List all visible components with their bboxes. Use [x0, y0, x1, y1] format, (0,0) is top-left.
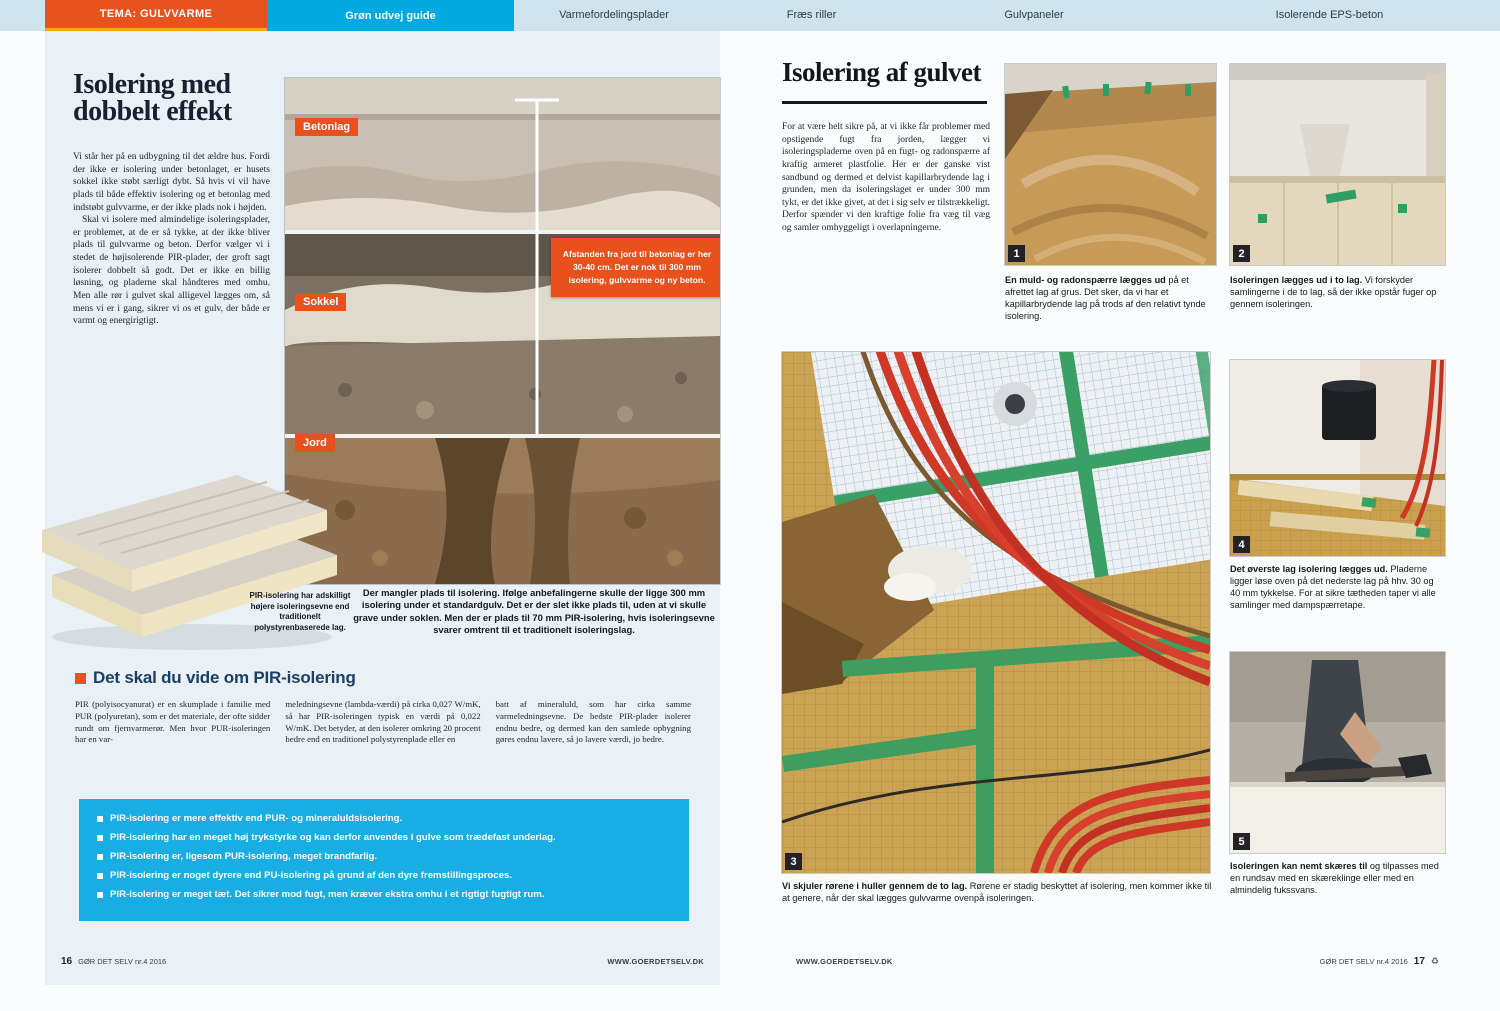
bullet-square-icon — [97, 873, 103, 879]
excavation-photo-art — [285, 78, 720, 584]
info-bullet-text: PIR-isolering er mere effektiv end PUR- og mineraluldsisolering. — [110, 813, 403, 824]
site-url[interactable]: WWW.GOERDETSELV.DK — [607, 956, 704, 966]
step1-art — [1005, 64, 1216, 265]
left-intro-p2: Skal vi isolere med almindelige isoleringsplader, er problemet, at de er så tykke, at der ikke bliver plads til gulvvarme og beton. Derfor vælger vi i stedet de højisolerende PIR-plader, der groft sagt isolerer dobbelt så godt. Det er ikke en billig løsning, og pladerne skal håndteres med omhu. Men alle rør i gulvet skal alligevel lægges om, så mens vi er i gang, sikrer vi os et gulv, der både er varmt og energirigtigt. — [73, 215, 270, 327]
label-jord: Jord — [295, 434, 335, 452]
step2-art — [1230, 64, 1445, 265]
right-intro-text: For at være helt sikre på, at vi ikke får problemer med opstigende fugt fra jorden, lægger vi isoleringspladerne oven på en fugt- og radonspærre af kraftig armeret plastfolie. Her er der ganske vist sandbund og dermed et delvist kapillarbrydende lag i grunden, men da isoleringslaget er under 300 mm tykt, er det ikke givet, at det i sig selv er tilstrækkeligt. Derfor spænder vi den kraftige folie fra væg til væg og samler omhyggeligt i overlapningerne. — [782, 122, 990, 233]
main-photo-caption-text: Ifølge anbefalingerne skulle der ligge 300 mm isolering under et standardgulv. Det er der slet ikke plads til, uden at vi skulle grave under soklen. Men der er plads til 70 mm PIR-isolering, hvis isoleringsevne svarer omtrent til et traditionelt isoleringslag. — [353, 587, 715, 636]
step5-caption-lead: Isoleringen kan nemt skæres til — [1230, 861, 1368, 871]
step1-photo — [1005, 64, 1216, 265]
step-number-badge: 1 — [1008, 245, 1025, 262]
tab-gulvpaneler[interactable]: Gulvpaneler — [1004, 9, 1064, 21]
step3-art — [782, 352, 1210, 873]
info-bullet-text: PIR-isolering er meget tæt. Det sikrer mod fugt, men kræver ekstra omhu i et rigtigt fugtigt rum. — [110, 888, 545, 900]
right-page-footer — [796, 952, 1439, 970]
info-bullet — [97, 813, 671, 825]
left-intro-p1: Vi står her på en udbygning til det ældre hus. Fordi der ikke er isolering under betonlaget, er husets sokkel ikke støbt særligt dybt. Så hvis vi vil have plads til både effektiv isolering og et betonlag med indstøbt gulvvarme, er der ikke plads nok i højden. — [73, 152, 270, 213]
right-page — [780, 31, 1455, 985]
site-url[interactable]: WWW.GOERDETSELV.DK — [796, 956, 893, 966]
step3-caption-lead: Vi skjuler rørene i huller gennem de to lag. — [782, 881, 968, 891]
pir-info-box — [79, 799, 689, 921]
main-photo-caption — [353, 587, 715, 637]
orange-square-icon — [75, 673, 86, 684]
step2-photo — [1230, 64, 1445, 265]
tab-groen-udvej-guide[interactable]: Grøn udvej guide — [267, 0, 514, 31]
magazine-name: GØR DET SELV nr.4 2016 — [78, 956, 167, 966]
left-page-footer — [61, 952, 704, 970]
info-bullet — [97, 870, 671, 882]
pir-section-columns — [75, 699, 691, 746]
pir-column-2: meledningsevne (lambda-værdi) på cirka 0,027 W/mK, så har PIR-isoleringen typisk en værdi på 0,022 W/mK. Det betyder, at den isolerer omkring 20 procent bedre end en traditionel polystyrenplade eller en — [285, 699, 481, 745]
info-bullet — [97, 851, 671, 863]
step5-caption-text: og tilpasses med en rundsav med en skæreklinge eller med en almindelig fukssvans. — [1230, 861, 1439, 896]
bullet-square-icon — [97, 816, 103, 822]
measure-callout: Afstanden fra jord til betonlag er her 30-40 cm. Det er nok til 300 mm isolering, gulvvarme og ny beton. — [551, 238, 720, 297]
bullet-square-icon — [97, 835, 103, 841]
step4-caption — [1230, 563, 1445, 612]
left-intro — [73, 151, 270, 328]
pir-column-1: PIR (polyisocyanurat) er en skumplade i familie med PUR (polyuretan), som er det materiale, der ofte sidder rundt om fjernvarmerør. Men hvor PUR-isoleringen har en var- — [75, 699, 271, 745]
excavation-photo — [285, 78, 720, 584]
label-sokkel: Sokkel — [295, 293, 346, 311]
step4-art — [1230, 360, 1445, 556]
pir-section-heading-text: Det skal du vide om PIR-isolering — [93, 668, 356, 687]
step3-photo — [782, 352, 1210, 873]
right-headline: Isolering af gulvet — [782, 57, 981, 87]
info-bullet — [97, 889, 671, 901]
step2-caption-text: Vi forskyder samlingerne i de to lag, så der ikke opstår fuger op gennem isoleringen. — [1230, 275, 1437, 310]
pir-board-caption — [241, 591, 359, 633]
pir-board-caption-text: PIR-isolering har adskilligt højere isoleringsevne end traditionelt polystyrenbaserede lag. — [249, 591, 351, 632]
step4-caption-text: Pladerne ligger løse oven på det nederste lag på hhv. 30 og 40 mm tykkelse. For at sikre tætheden taper vi alle samlinger med dampspærretape. — [1230, 564, 1436, 611]
step1-caption-lead: En muld- og radonspærre lægges ud — [1005, 275, 1166, 285]
magazine-name: GØR DET SELV nr.4 2016 — [1319, 956, 1408, 966]
info-bullet-text: PIR-isolering har en meget høj trykstyrke og kan derfor anvendes i gulve som trædefast underlag. — [110, 831, 556, 843]
step-number-badge: 3 — [785, 853, 802, 870]
recycle-icon: ♻ — [1430, 955, 1439, 966]
bullet-square-icon — [97, 854, 103, 860]
step2-caption-lead: Isoleringen lægges ud i to lag. — [1230, 275, 1363, 285]
bullet-square-icon — [97, 892, 103, 898]
info-bullet-text: PIR-isolering er noget dyrere end PU-isolering på grund af den dyre fremstillingsproces. — [110, 869, 512, 881]
step5-caption — [1230, 860, 1445, 896]
main-photo-caption-lead: Der mangler plads til isolering. — [362, 587, 500, 598]
step-number-badge: 2 — [1233, 245, 1250, 262]
step1-caption — [1005, 274, 1218, 323]
label-betonlag: Betonlag — [295, 118, 358, 136]
step-number-badge: 5 — [1233, 833, 1250, 850]
tab-tema-gulvvarme[interactable]: TEMA: GULVVARME — [45, 0, 267, 31]
page-number: 16 — [61, 955, 73, 967]
right-intro — [782, 121, 990, 235]
step5-art — [1230, 652, 1445, 853]
tab-fraes-riller[interactable]: Fræs riller — [786, 9, 837, 21]
tab-varmefordelingsplader[interactable]: Varmefordelingsplader — [559, 9, 669, 21]
step5-photo — [1230, 652, 1445, 853]
step3-caption-text: Rørene er stadig beskyttet af isolering, men kommer ikke til at genere, når der skal lægges gulvvarme ovenpå isoleringen. — [782, 881, 1212, 904]
pir-column-3: batt af mineraluld, som har cirka samme varmeledningsevne. De bedste PIR-plader isolerer endnu bedre, og dermed kan den samlede opbygning gøres endnu lavere, så jo lavere værdi, jo bedre. — [495, 699, 691, 745]
headline-rule — [782, 101, 987, 104]
pir-section-heading — [75, 668, 356, 688]
topbar — [0, 0, 1500, 31]
step1-caption-text: på et afrettet lag af grus. Det sker, da vi har et kapillarbrydende lag på trods af den relativt tynde isolering. — [1005, 275, 1206, 322]
left-page — [45, 31, 720, 985]
page-number: 17 — [1413, 955, 1425, 967]
info-bullet-text: PIR-isolering er, ligesom PUR-isolering, meget brandfarlig. — [110, 850, 378, 862]
step3-caption — [782, 880, 1212, 904]
tab-isolerende-eps-beton[interactable]: Isolerende EPS-beton — [1275, 9, 1384, 21]
step4-photo — [1230, 360, 1445, 556]
info-bullet — [97, 832, 671, 844]
step2-caption — [1230, 274, 1445, 310]
left-headline: Isolering med dobbelt effekt — [73, 69, 232, 128]
step-number-badge: 4 — [1233, 536, 1250, 553]
step4-caption-lead: Det øverste lag isolering lægges ud. — [1230, 564, 1388, 574]
